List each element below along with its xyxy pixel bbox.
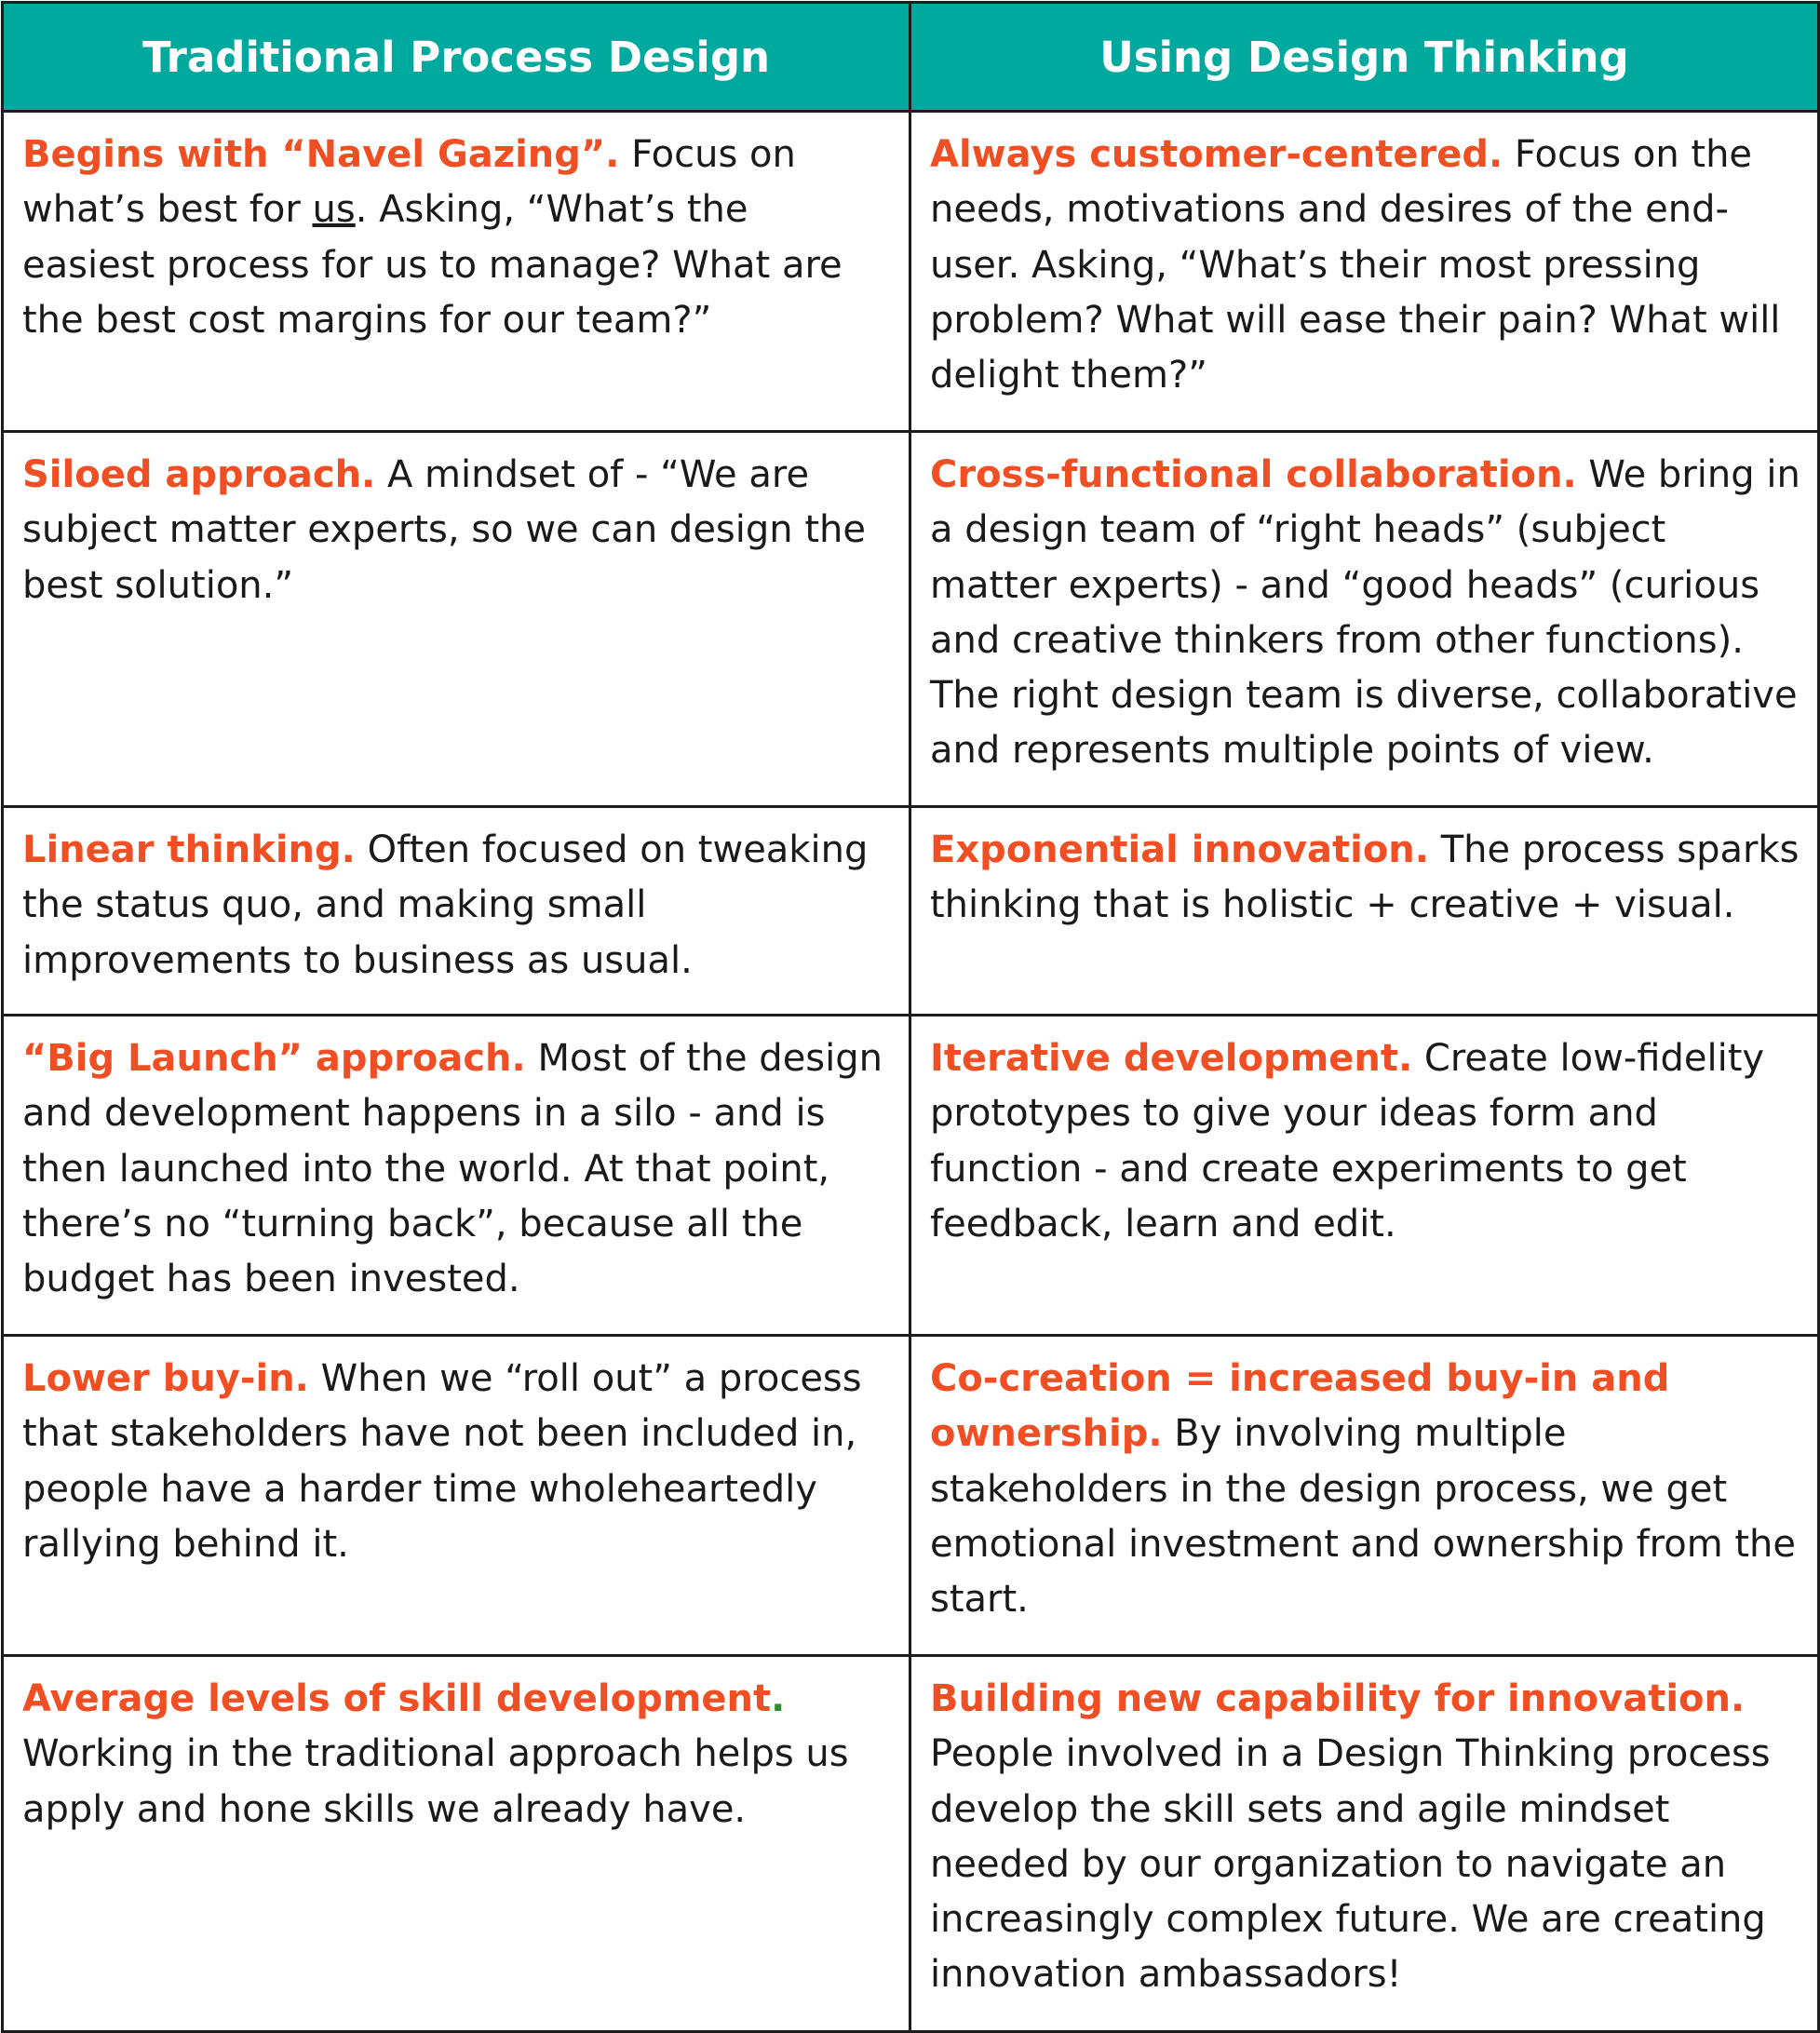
cell-text: Often focused on tweaking the status quo, and making small improvements to business as usual. bbox=[22, 828, 869, 982]
cell-lead: Siloed approach. bbox=[22, 453, 376, 496]
cell-text: People involved in a Design Thinking process develop the skill sets and agile mindset needed by our organization to navigate an increasingly complex future. We are creating innovation ambassadors! bbox=[930, 1732, 1771, 1997]
cell-lead: Building new capability for innovation. bbox=[930, 1677, 1746, 1720]
cell-design-thinking bbox=[910, 1656, 1819, 2032]
cell-design-thinking bbox=[910, 1016, 1819, 1336]
table-row bbox=[3, 1336, 1819, 1656]
cell-lead: “Big Launch” approach. bbox=[22, 1037, 526, 1080]
table-row bbox=[3, 432, 1819, 807]
cell-text: Working in the traditional approach helps us apply and hone skills we already have. bbox=[22, 1732, 849, 1831]
cell-text: Create low-fidelity prototypes to give your ideas form and function - and create experiments to get feedback, learn and edit. bbox=[930, 1037, 1765, 1245]
table-row bbox=[3, 1656, 1819, 2032]
cell-text: . Asking, “What’s the easiest process for us to manage? What are the best cost margins for our team?” bbox=[22, 188, 843, 342]
cell-text: When we “roll out” a process that stakeholders have not been included in, people have a harder time wholeheartedly rallying behind it. bbox=[22, 1357, 862, 1566]
table-row bbox=[3, 807, 1819, 1016]
cell-lead-period: . bbox=[771, 1677, 786, 1720]
table-row bbox=[3, 112, 1819, 432]
header-design-thinking: Using Design Thinking bbox=[910, 3, 1819, 112]
cell-design-thinking bbox=[910, 807, 1819, 1016]
cell-traditional bbox=[3, 1656, 910, 2032]
cell-lead: Exponential innovation. bbox=[930, 828, 1429, 871]
cell-text: By involving multiple stakeholders in the design process, we get emotional investment and ownership from the start. bbox=[930, 1412, 1797, 1622]
cell-design-thinking bbox=[910, 1336, 1819, 1656]
cell-lead: Lower buy-in. bbox=[22, 1357, 309, 1400]
cell-lead: Co-creation = increased buy-in and ownership. bbox=[930, 1357, 1670, 1456]
cell-text: Most of the design and development happens in a silo - and is then launched into the world. At that point, there’s no “turning back”, because all the budget has been invested. bbox=[22, 1037, 883, 1301]
cell-traditional bbox=[3, 432, 910, 807]
table-row bbox=[3, 1016, 1819, 1336]
cell-traditional bbox=[3, 1016, 910, 1336]
cell-lead: Begins with “Navel Gazing”. bbox=[22, 133, 620, 176]
cell-text: Focus on what’s best for bbox=[22, 133, 796, 232]
cell-design-thinking bbox=[910, 112, 1819, 432]
cell-traditional bbox=[3, 1336, 910, 1656]
cell-lead: Cross-functional collaboration. bbox=[930, 453, 1577, 496]
cell-design-thinking bbox=[910, 432, 1819, 807]
header-row bbox=[3, 3, 1819, 112]
comparison-table bbox=[1, 1, 1820, 2033]
cell-traditional bbox=[3, 807, 910, 1016]
cell-lead: Always customer-centered. bbox=[930, 133, 1503, 176]
cell-text: A mindset of - “We are subject matter experts, so we can design the best solution.” bbox=[22, 453, 866, 607]
cell-text: The process sparks thinking that is holistic + creative + visual. bbox=[930, 828, 1800, 927]
cell-underlined-text: us bbox=[312, 188, 356, 232]
cell-lead: Average levels of skill development bbox=[22, 1677, 772, 1720]
cell-traditional bbox=[3, 112, 910, 432]
cell-text: We bring in a design team of “right heads” (subject matter experts) - and “good heads” (curious and creative thinkers from other functions). The right design team is diverse, collaborative and represents multiple points of view. bbox=[930, 453, 1800, 773]
cell-text: Focus on the needs, motivations and desires of the end-user. Asking, “What’s their most pressing problem? What will ease their pain? What will delight them?” bbox=[930, 133, 1781, 397]
cell-lead: Iterative development. bbox=[930, 1037, 1413, 1080]
header-traditional: Traditional Process Design bbox=[3, 3, 910, 112]
cell-lead: Linear thinking. bbox=[22, 828, 356, 871]
